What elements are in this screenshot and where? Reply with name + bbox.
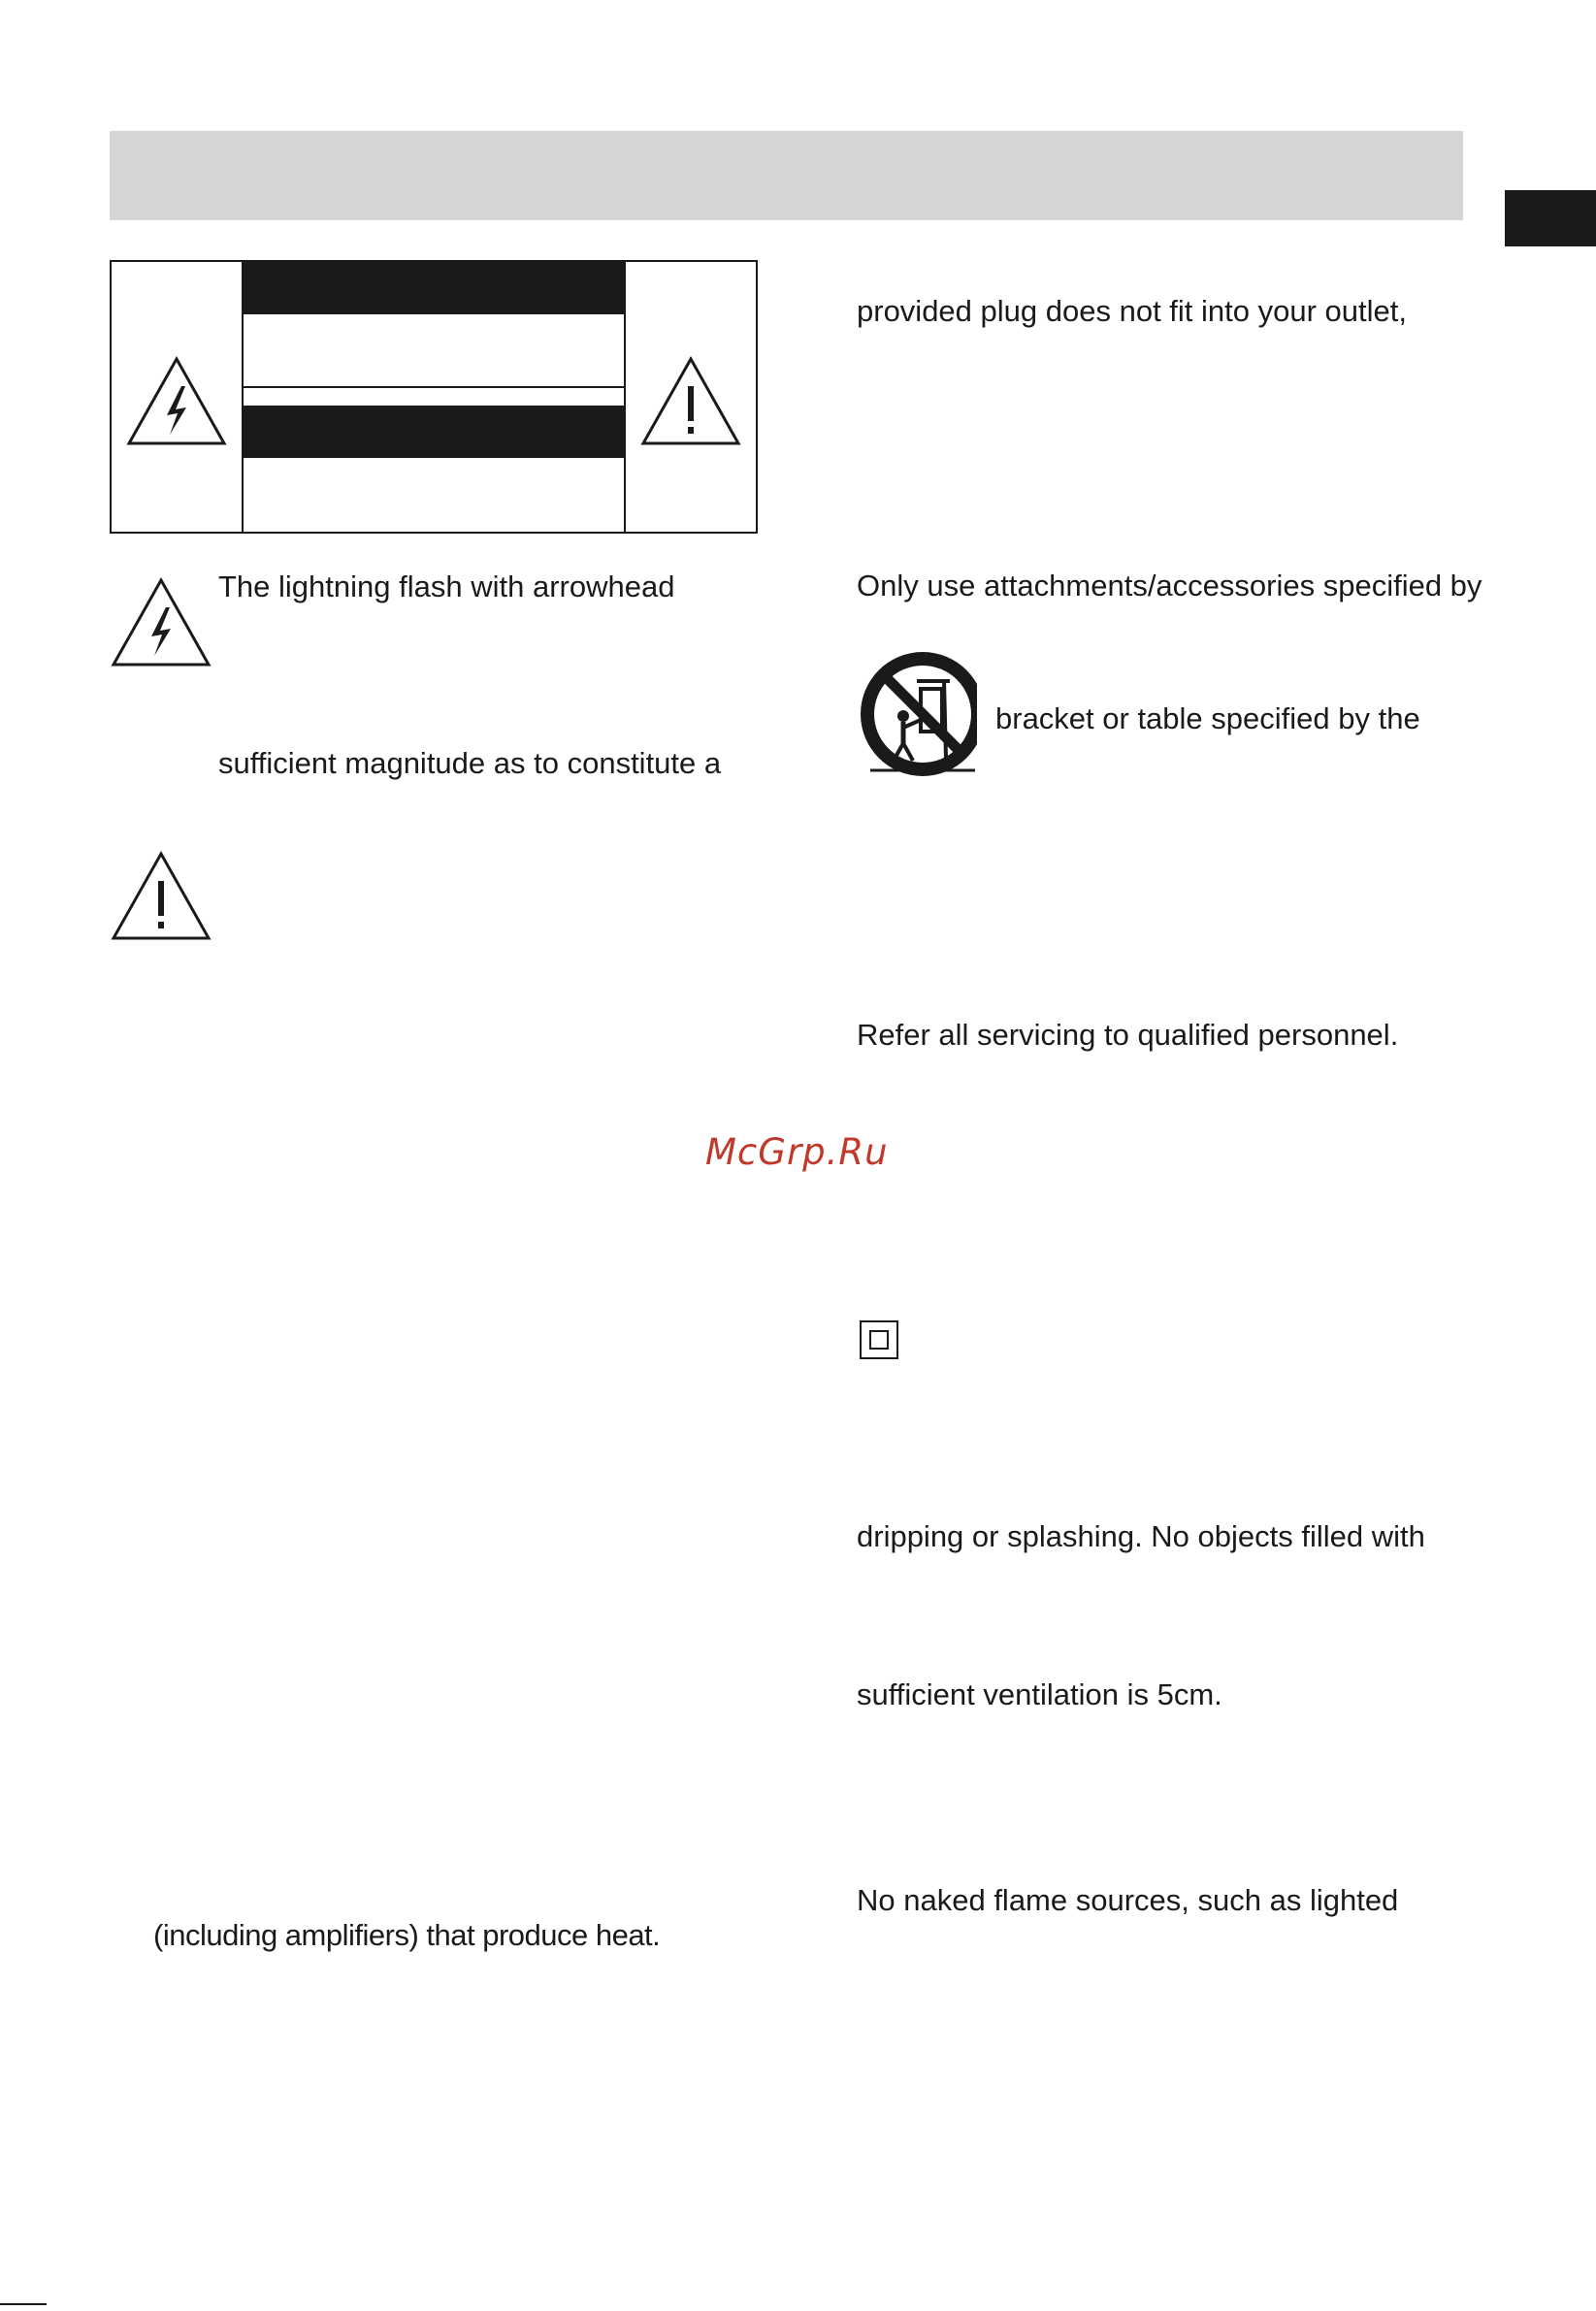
dripping-text: dripping or splashing. No objects filled with bbox=[857, 1519, 1425, 1553]
header-band bbox=[110, 131, 1463, 220]
bracket-text: bracket or table specified by the bbox=[995, 701, 1420, 735]
lightning-warning-icon bbox=[125, 355, 228, 448]
heat-text: (including amplifiers) that produce heat. bbox=[153, 1918, 661, 1952]
ventilation-text: sufficient ventilation is 5cm. bbox=[857, 1677, 1222, 1711]
warning-box-right-cell bbox=[624, 262, 756, 532]
exclamation-warning-icon bbox=[639, 355, 742, 448]
page-footer-mark bbox=[0, 2303, 47, 2305]
exclamation-symbol-icon bbox=[110, 850, 212, 943]
warning-box-title-bar bbox=[244, 262, 624, 314]
cart-warning-icon bbox=[857, 646, 977, 782]
caution-warning-box bbox=[110, 260, 758, 534]
lightning-symbol-icon bbox=[110, 576, 212, 669]
lightning-text: The lightning flash with arrowhead bbox=[218, 570, 675, 603]
magnitude-text: sufficient magnitude as to constitute a bbox=[218, 746, 722, 780]
flame-text: No naked flame sources, such as lighted bbox=[857, 1883, 1399, 1917]
warning-box-divider bbox=[244, 386, 624, 388]
double-insulation-icon bbox=[860, 1320, 898, 1359]
language-tab bbox=[1505, 190, 1596, 246]
servicing-text: Refer all servicing to qualified personnel. bbox=[857, 1018, 1399, 1052]
warning-box-subtitle-bar bbox=[244, 406, 624, 458]
warning-box-left-cell bbox=[112, 262, 244, 532]
watermark-text: McGrp.Ru bbox=[705, 1131, 889, 1173]
attachments-text: Only use attachments/accessories specified by bbox=[857, 569, 1482, 602]
plug-text: provided plug does not fit into your outlet, bbox=[857, 294, 1407, 328]
